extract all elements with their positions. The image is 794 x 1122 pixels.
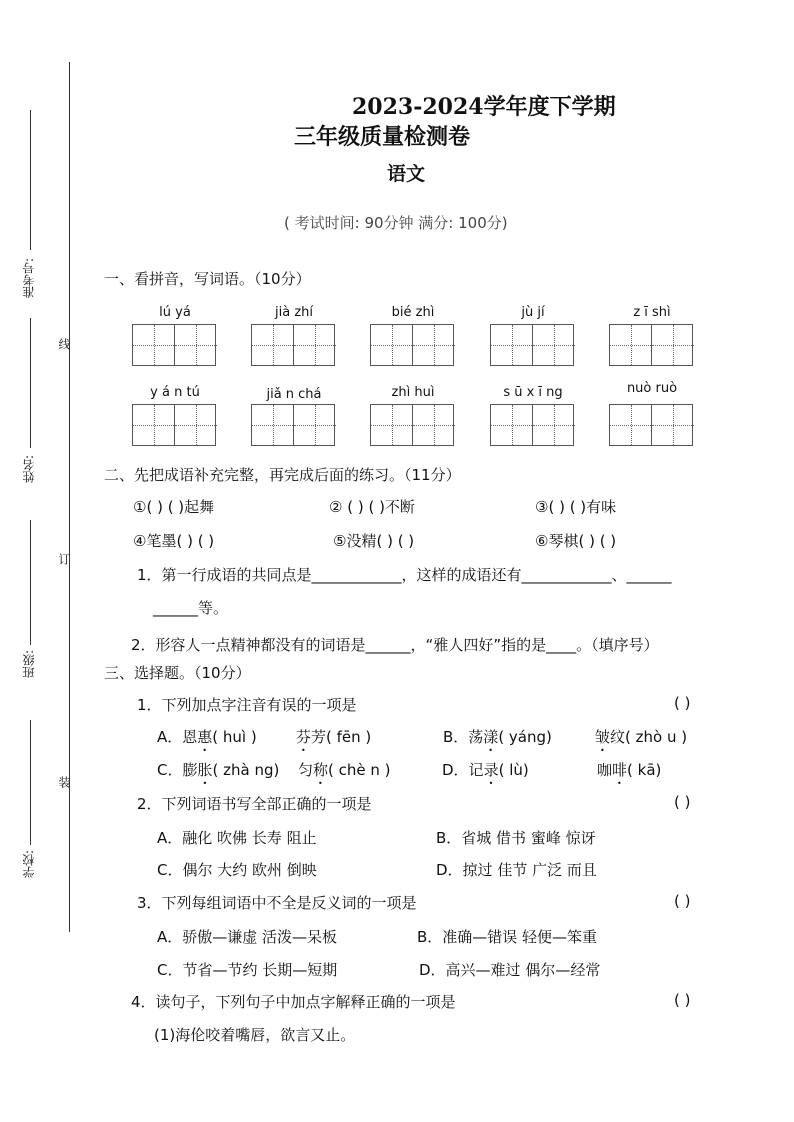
q1-b2-post: 纹( zhò u ) bbox=[610, 728, 688, 746]
q1-a2-post: 芳( fēn ) bbox=[311, 728, 372, 746]
writing-box-10[interactable] bbox=[609, 404, 693, 446]
q1-c-pre: C．膨 bbox=[157, 761, 198, 779]
section2-q2: 2．形容人一点精神都没有的词语是______，“雅人四好”指的是____。（填序号） bbox=[131, 636, 659, 654]
class-label: 班级: bbox=[22, 650, 36, 679]
q1-c-post: ( zhà ng) bbox=[212, 761, 280, 779]
exam-info: ( 考试时间: 90分钟 满分: 100分) bbox=[284, 214, 508, 232]
q3-option-a[interactable]: A．骄傲—谦虚 活泼—呆板 bbox=[157, 928, 338, 946]
q1-a-post: ( huì ) bbox=[212, 728, 257, 746]
q1-option-c2 bbox=[298, 759, 391, 788]
section2-heading: 二、先把成语补充完整，再完成后面的练习。（11分） bbox=[104, 466, 461, 484]
q2-answer-paren[interactable]: ( ) bbox=[674, 793, 691, 811]
pinyin-3: bié zhì bbox=[391, 305, 435, 320]
q3-option-b[interactable]: B．准确—错误 轻便—笨重 bbox=[417, 928, 598, 946]
writing-box-2[interactable] bbox=[251, 324, 335, 366]
q1-option-c[interactable] bbox=[157, 759, 279, 788]
side-char-zhuang: 装 bbox=[57, 776, 71, 788]
pinyin-7: jiǎ n chá bbox=[266, 387, 322, 402]
pinyin-1: lú yá bbox=[159, 305, 191, 320]
pinyin-10: nuò ruò bbox=[626, 381, 678, 396]
writing-box-8[interactable] bbox=[370, 404, 454, 446]
pinyin-8: zhì huì bbox=[391, 385, 435, 400]
q1-a2-dot: 芬 bbox=[296, 728, 312, 746]
q2-option-b[interactable]: B．省城 借书 蜜峰 惊讶 bbox=[436, 829, 596, 847]
q3-option-c[interactable]: C．节省—节约 长期—短期 bbox=[157, 961, 338, 979]
writing-box-4[interactable] bbox=[490, 324, 574, 366]
q1-option-a[interactable] bbox=[157, 726, 257, 755]
q1-answer-paren[interactable]: ( ) bbox=[674, 694, 691, 712]
q3-answer-paren[interactable]: ( ) bbox=[674, 892, 691, 910]
section2-q1: 1．第一行成语的共同点是____________，这样的成语还有____________、______ bbox=[137, 566, 672, 584]
q4-stem: 4．读句子，下列句子中加点字解释正确的一项是 bbox=[131, 993, 456, 1011]
writing-box-7[interactable] bbox=[251, 404, 335, 446]
q1-d-pre: D．记 bbox=[442, 761, 484, 779]
q1-option-d[interactable] bbox=[442, 759, 529, 788]
pinyin-2: jià zhí bbox=[275, 305, 313, 320]
q2-option-a[interactable]: A．融化 吹佛 长寿 阻止 bbox=[157, 829, 317, 847]
q1-option-a2 bbox=[296, 726, 371, 755]
writing-box-3[interactable] bbox=[370, 324, 454, 366]
title-line1: 2023-2024学年度下学期 bbox=[352, 94, 616, 120]
idiom-3: ③( ) ( )有味 bbox=[535, 498, 617, 516]
q1-b-pre: B．荡 bbox=[443, 728, 484, 746]
q1-d-dot: 录 bbox=[483, 761, 499, 779]
exam-number-label: 准考号: bbox=[22, 258, 36, 299]
q1-c2-pre: 匀 bbox=[298, 761, 314, 779]
idiom-2: ② ( ) ( )不断 bbox=[329, 498, 415, 516]
q1-d2-post: ( kā) bbox=[627, 761, 662, 779]
binding-line bbox=[69, 62, 70, 932]
school-label: 学校: bbox=[22, 850, 36, 879]
idiom-4: ④笔墨( ) ( ) bbox=[133, 532, 215, 550]
q1-c2-dot: 称 bbox=[313, 761, 329, 779]
name-rule bbox=[30, 318, 31, 448]
class-rule bbox=[30, 520, 31, 645]
exam-number-rule bbox=[30, 110, 31, 250]
q2-option-c[interactable]: C．偶尔 大约 欧州 倒映 bbox=[157, 861, 317, 879]
q1-d2-dot: 啡 bbox=[612, 761, 628, 779]
idiom-5: ⑤没精( ) ( ) bbox=[333, 532, 415, 550]
writing-box-5[interactable] bbox=[609, 324, 693, 366]
pinyin-4: jù jí bbox=[521, 305, 545, 320]
q1-d2-pre: 咖 bbox=[597, 761, 613, 779]
q1-a-dot: 惠 bbox=[197, 728, 213, 746]
q1-b2-dot: 皱 bbox=[595, 728, 611, 746]
q1-option-d2 bbox=[597, 759, 661, 788]
pinyin-6: y á n tú bbox=[150, 385, 200, 400]
q1-stem: 1．下列加点字注音有误的一项是 bbox=[137, 696, 357, 714]
q1-b-dot: 漾 bbox=[483, 728, 499, 746]
pinyin-5: z ī shì bbox=[633, 305, 671, 320]
idiom-1: ①( ) ( )起舞 bbox=[133, 498, 215, 516]
q4-answer-paren[interactable]: ( ) bbox=[674, 991, 691, 1009]
q1-b-post: ( yáng) bbox=[498, 728, 552, 746]
q2-stem: 2．下列词语书写全部正确的一项是 bbox=[137, 795, 372, 813]
q3-option-d[interactable]: D．高兴—难过 偶尔—经常 bbox=[419, 961, 601, 979]
q2-option-d[interactable]: D．掠过 佳节 广泛 而且 bbox=[436, 861, 597, 879]
subject-title: 语文 bbox=[387, 163, 426, 185]
side-char-xian: 线 bbox=[57, 338, 71, 350]
section1-heading: 一、看拼音，写词语。（10分） bbox=[104, 270, 311, 288]
q1-option-b[interactable] bbox=[443, 726, 552, 755]
q4-sentence-1: (1)海伦咬着嘴唇，欲言又止。 bbox=[154, 1026, 356, 1044]
q1-c2-post: ( chè n ) bbox=[328, 761, 391, 779]
side-char-ding: 订 bbox=[57, 553, 71, 565]
q1-a-pre: A．恩 bbox=[157, 728, 198, 746]
writing-box-9[interactable] bbox=[490, 404, 574, 446]
writing-box-1[interactable] bbox=[132, 324, 216, 366]
name-label: 姓名: bbox=[22, 455, 36, 484]
school-rule bbox=[30, 720, 31, 845]
q3-stem: 3．下列每组词语中不全是反义词的一项是 bbox=[137, 894, 417, 912]
writing-box-6[interactable] bbox=[132, 404, 216, 446]
q1-d-post: ( lù) bbox=[498, 761, 529, 779]
q1-c-dot: 胀 bbox=[197, 761, 213, 779]
pinyin-9: s ū x ī ng bbox=[503, 385, 563, 400]
title-line2: 三年级质量检测卷 bbox=[294, 125, 471, 150]
q1-option-b2 bbox=[595, 726, 687, 755]
idiom-6: ⑥琴棋( ) ( ) bbox=[535, 532, 617, 550]
section2-q1-cont: ______等。 bbox=[153, 599, 229, 617]
section3-heading: 三、选择题。（10分） bbox=[104, 664, 251, 682]
